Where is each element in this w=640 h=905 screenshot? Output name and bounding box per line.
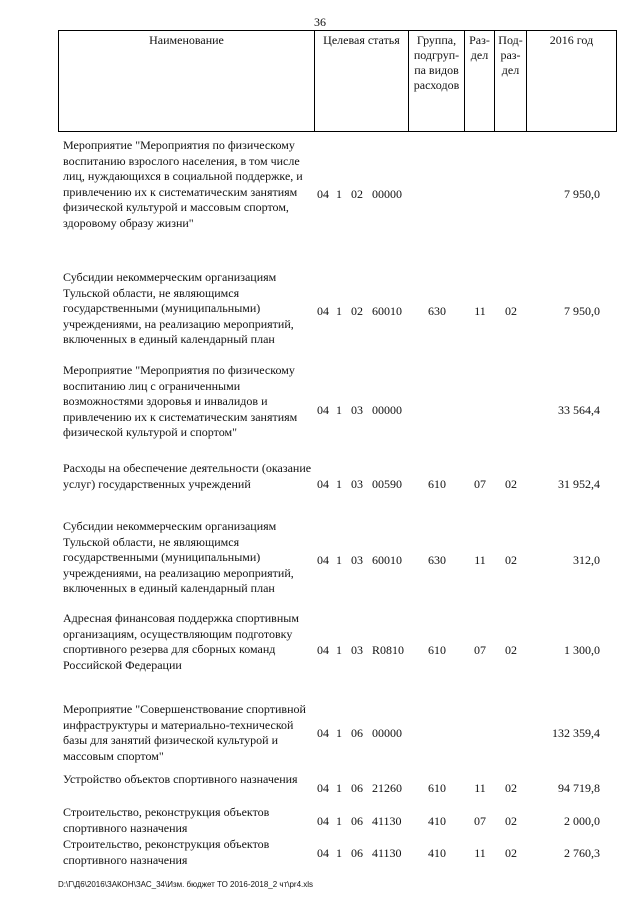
row-code-1: 04 [317,304,329,318]
row-code-4: R0810 [372,643,405,657]
row-code-1: 04 [317,781,329,795]
row-group: 630 [428,553,446,567]
row-code-4: 41130 [372,814,402,828]
row-code-4: 21260 [372,781,402,795]
row-code-2: 1 [336,553,342,567]
row-value: 94 719,8 [558,781,600,795]
row-name: Мероприятие "Мероприятия по физическому воспитанию взрослого населения, в том числе лиц, нуждающихся в социальной поддержке, и привлечению их к систематическим занятиям физической культурой и массовым спортом, здоровому образу жизни" [63,138,303,230]
row-code-3: 06 [351,814,363,828]
row-code-1: 04 [317,814,329,828]
row-group: 630 [428,304,446,318]
row-code-2: 1 [336,726,342,740]
row-code-2: 1 [336,304,342,318]
row-section: 07 [474,477,486,491]
row-section: 07 [474,814,486,828]
row-name: Строительство, реконструкция объектов спортивного назначения [63,805,270,835]
row-code-3: 03 [351,643,363,657]
header-target: Целевая статья [315,31,409,132]
row-code-1: 04 [317,477,329,491]
header-subsection: Под-раз-дел [495,31,527,132]
row-code-3: 03 [351,403,363,417]
row-code-3: 02 [351,187,363,201]
row-code-3: 03 [351,553,363,567]
row-name: Субсидии некоммерческим организациям Тульской области, не являющимся государственными (муниципальными) учреждениями, на реализацию мероприятий, включенных в единый календарный план [63,270,294,347]
row-value: 31 952,4 [558,477,600,491]
row-section: 11 [474,781,486,795]
row-code-1: 04 [317,553,329,567]
row-group: 610 [428,643,446,657]
header-year: 2016 год [527,31,617,132]
row-code-2: 1 [336,814,342,828]
row-code-4: 00590 [372,477,402,491]
row-code-2: 1 [336,643,342,657]
row-name: Субсидии некоммерческим организациям Тульской области, не являющимся государственными (муниципальными) учреждениями, на реализацию мероприятий, включенных в единый календарный план [63,519,294,596]
row-code-3: 02 [351,304,363,318]
row-group: 610 [428,477,446,491]
row-code-2: 1 [336,403,342,417]
row-value: 2 760,3 [564,846,600,860]
row-code-1: 04 [317,726,329,740]
row-section: 11 [474,304,486,318]
row-code-4: 60010 [372,304,402,318]
row-value: 33 564,4 [558,403,600,417]
row-group: 610 [428,781,446,795]
row-name: Мероприятие "Мероприятия по физическому воспитанию лиц с ограниченными возможностями здоровья и инвалидов и привлечению их к систематическим занятиям физической культурой и спортом" [63,363,298,440]
row-subsection: 02 [505,553,517,567]
row-code-1: 04 [317,846,329,860]
header-group: Группа, подгруп-па видов расходов [409,31,465,132]
row-code-2: 1 [336,477,342,491]
row-subsection: 02 [505,846,517,860]
row-code-2: 1 [336,781,342,795]
row-value: 312,0 [573,553,600,567]
header-section: Раз-дел [465,31,495,132]
header-name: Наименование [59,31,315,132]
row-subsection: 02 [505,304,517,318]
row-code-4: 60010 [372,553,402,567]
row-section: 11 [474,553,486,567]
row-name: Расходы на обеспечение деятельности (оказание услуг) государственных учреждений [63,461,312,491]
row-subsection: 02 [505,643,517,657]
row-value: 7 950,0 [564,304,600,318]
row-code-4: 00000 [372,187,402,201]
row-value: 7 950,0 [564,187,600,201]
row-section: 11 [474,846,486,860]
row-code-4: 41130 [372,846,402,860]
row-code-3: 06 [351,781,363,795]
row-subsection: 02 [505,781,517,795]
row-code-1: 04 [317,187,329,201]
row-subsection: 02 [505,814,517,828]
row-code-1: 04 [317,643,329,657]
row-subsection: 02 [505,477,517,491]
row-code-2: 1 [336,187,342,201]
row-value: 2 000,0 [564,814,600,828]
row-value: 132 359,4 [552,726,600,740]
row-code-3: 06 [351,846,363,860]
row-code-1: 04 [317,403,329,417]
row-code-3: 03 [351,477,363,491]
table-header [58,30,617,132]
row-name: Адресная финансовая поддержка спортивным организациям, осуществляющим подготовку спортивного резерва для сборных команд Российской Федерации [63,611,299,672]
row-code-2: 1 [336,846,342,860]
file-path-footer: D:\Г\Д6\2016\ЗАКОН\ЗАС_34\Изм. бюджет ТО 2016-2018_2 чт\pr4.xls [58,880,314,889]
row-code-4: 00000 [372,403,402,417]
row-value: 1 300,0 [564,643,600,657]
row-code-3: 06 [351,726,363,740]
row-group: 410 [428,814,446,828]
row-code-4: 00000 [372,726,402,740]
row-name: Мероприятие "Совершенствование спортивной инфраструктуры и материально-технической базы для занятий физической культурой и массовым спортом" [63,702,306,763]
row-name: Строительство, реконструкция объектов спортивного назначения [63,837,270,867]
row-name: Устройство объектов спортивного назначения [63,772,298,786]
row-group: 410 [428,846,446,860]
page-number: 36 [314,15,326,29]
row-section: 07 [474,643,486,657]
